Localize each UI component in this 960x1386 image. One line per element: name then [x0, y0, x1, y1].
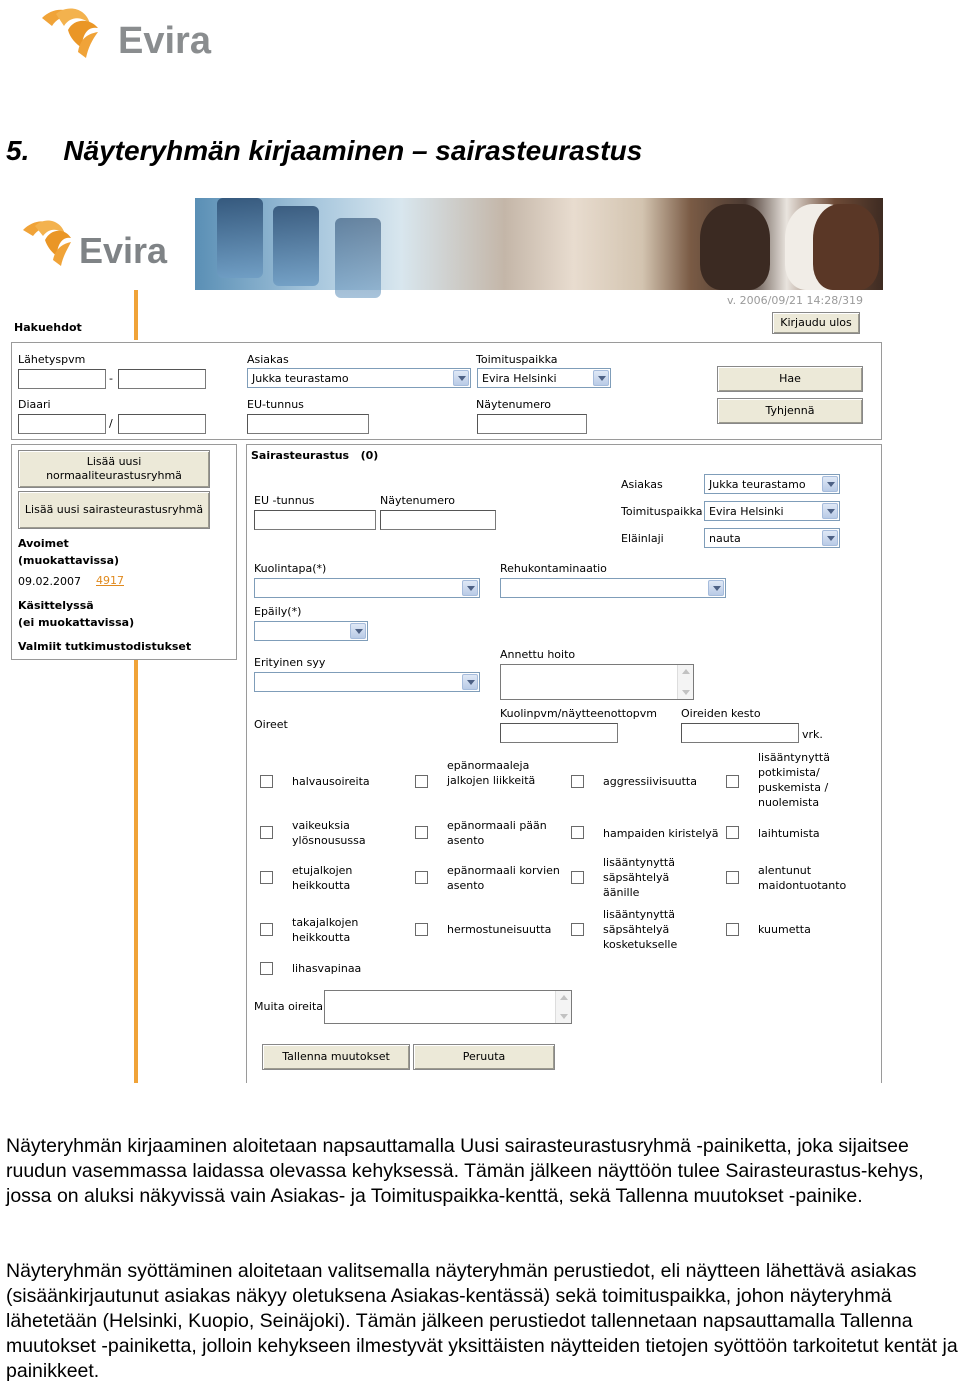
symptom-checkbox[interactable]: [260, 962, 273, 975]
symptom-label: lihasvapinaa: [292, 962, 362, 975]
form-customer-value: Jukka teurastamo: [709, 478, 806, 491]
symptom-checkbox[interactable]: [571, 775, 584, 788]
diary-number-input[interactable]: [18, 414, 106, 434]
chevron-down-icon: [462, 580, 478, 596]
death-date-label: Kuolinpvm/näytteenottopvm: [500, 707, 658, 720]
symptom-checkbox[interactable]: [571, 923, 584, 936]
site-label: Toimituspaikka: [476, 353, 558, 366]
form-species-select[interactable]: [704, 528, 840, 548]
cow-shape: [700, 204, 770, 290]
clear-button[interactable]: Tyhjennä: [717, 398, 863, 424]
processing-subtitle: (ei muokattavissa): [18, 616, 135, 629]
suspicion-label: Epäily(*): [254, 605, 302, 618]
symptom-checkbox[interactable]: [415, 826, 428, 839]
symptom-checkbox[interactable]: [571, 826, 584, 839]
paragraph: Näyteryhmän kirjaaminen aloitetaan napsauttamalla Uusi sairasteurastusryhmä -painiketta, joka sijaitsee ruudun vasemmassa laidassa olevassa kehyksessä. Tämän jälkeen näyttöön tulee Sairasteurastus-kehys, jossa on aluksi näkyvissä vain Asiakas- ja Toimituspaikka-kenttä, sekä Tallenna muutokset -painike.: [6, 1135, 924, 1207]
death-type-select[interactable]: [254, 578, 480, 598]
processing-title: Käsittelyssä: [18, 599, 94, 612]
evira-logo: [38, 4, 238, 64]
suspicion-select[interactable]: [254, 621, 368, 641]
chevron-down-icon: [822, 530, 838, 546]
cancel-button[interactable]: Peruuta: [413, 1044, 555, 1070]
symptom-label: etujalkojen heikkoutta: [292, 864, 353, 892]
search-button[interactable]: Hae: [717, 366, 863, 392]
symptom-label: epänormaali korvien asento: [447, 864, 560, 892]
customer-select[interactable]: [247, 368, 471, 388]
scrollbar[interactable]: [555, 991, 571, 1023]
symptom-checkbox[interactable]: [260, 871, 273, 884]
customer-label: Asiakas: [247, 353, 289, 366]
symptom-label: hermostuneisuutta: [447, 923, 552, 936]
days-unit: vrk.: [802, 728, 823, 741]
save-changes-button[interactable]: Tallenna muutokset: [262, 1044, 410, 1070]
chevron-down-icon: [708, 580, 724, 596]
evira-swoosh-icon: [21, 216, 85, 272]
form-species-value: nauta: [709, 532, 741, 545]
symptom-label: lisääntynyttä potkimista/ puskemista / nuolemista: [758, 751, 830, 809]
banner-photo: [195, 198, 883, 290]
cow-shape: [813, 204, 879, 290]
chevron-down-icon: [822, 503, 838, 519]
symptom-checkbox[interactable]: [726, 775, 739, 788]
symptom-duration-label: Oireiden kesto: [681, 707, 761, 720]
special-reason-label: Erityinen syy: [254, 656, 326, 669]
symptom-checkbox[interactable]: [260, 923, 273, 936]
orange-divider: [134, 660, 138, 1083]
death-date-input[interactable]: [500, 723, 618, 743]
app-screenshot: [7, 198, 883, 1083]
sample-number-input[interactable]: [477, 414, 587, 434]
symptom-checkbox[interactable]: [726, 826, 739, 839]
eu-id-input[interactable]: [247, 414, 369, 434]
symptom-checkbox[interactable]: [415, 871, 428, 884]
chevron-down-icon: [822, 476, 838, 492]
sent-date-to-input[interactable]: [118, 369, 206, 389]
symptom-checkbox[interactable]: [260, 775, 273, 788]
symptom-checkbox[interactable]: [415, 775, 428, 788]
treatment-label: Annettu hoito: [500, 648, 576, 661]
symptom-label: epänormaaleja jalkojen liikkeitä: [447, 759, 536, 787]
customer-value: Jukka teurastamo: [252, 372, 349, 385]
form-eu-id-input[interactable]: [254, 510, 376, 530]
open-title: Avoimet: [18, 537, 69, 550]
symptom-checkbox[interactable]: [571, 871, 584, 884]
logout-button[interactable]: Kirjaudu ulos: [772, 312, 860, 334]
open-item-date: 09.02.2007: [18, 575, 81, 588]
symptom-duration-input[interactable]: [681, 723, 799, 743]
paragraph: Näyteryhmän syöttäminen aloitetaan valitsemalla näyteryhmän perustiedot, eli näytteen lähettävä asiakas (sisäänkirjautunut asiakas näkyy oletuksena Asiakas-kentässä) sekä toimituspaikka, johon näyteryhmä lähetetään (Helsinki, Kuopio, Seinäjoki). Tämän jälkeen perustiedot tallennetaan napsauttamalla Tallenna muutokset -painiketta, jolloin kehykseen ilmestyvät yksittäisten näytteiden tietojen syöttöön tarkoitetut kentät ja painikkeet.: [6, 1260, 958, 1382]
chevron-down-icon: [462, 674, 478, 690]
diary-year-input[interactable]: [118, 414, 206, 434]
form-sample-number-label: Näytenumero: [380, 494, 455, 507]
symptom-checkbox[interactable]: [260, 826, 273, 839]
symptom-label: kuumetta: [758, 923, 811, 936]
symptom-label: vaikeuksia ylösnousussa: [292, 819, 366, 847]
special-reason-select[interactable]: [254, 672, 480, 692]
open-subtitle: (muokattavissa): [18, 554, 120, 567]
completed-certificates-link[interactable]: Valmiit tutkimustodistukset: [18, 640, 192, 653]
feed-contamination-label: Rehukontaminaatio: [500, 562, 607, 575]
criteria-title: Hakuehdot: [14, 321, 82, 334]
feed-contamination-select[interactable]: [500, 578, 726, 598]
version-text: v. 2006/09/21 14:28/319: [727, 294, 863, 307]
chevron-down-icon: [593, 370, 609, 386]
chevron-down-icon: [453, 370, 469, 386]
bottle-shape: [335, 218, 381, 298]
form-site-value: Evira Helsinki: [709, 505, 784, 518]
form-site-label: Toimituspaikka: [621, 505, 703, 518]
symptom-label: takajalkojen heikkoutta: [292, 916, 359, 944]
other-symptoms-label: Muita oireita: [254, 1000, 324, 1013]
form-species-label: Eläinlaji: [621, 532, 664, 545]
symptom-checkbox[interactable]: [415, 923, 428, 936]
sent-date-from-input[interactable]: [18, 369, 106, 389]
other-symptoms-textarea[interactable]: [324, 990, 572, 1024]
symptom-label: aggressiivisuutta: [603, 775, 697, 788]
section-heading: [6, 135, 642, 167]
add-sick-group-button[interactable]: Lisää uusi sairasteurastusryhmä: [18, 491, 210, 529]
diary-separator: /: [109, 417, 113, 430]
symptom-label: lisääntynyttä säpsähtelyä kosketukselle: [603, 908, 678, 951]
evira-wordmark: Evira: [118, 20, 211, 62]
evira-swoosh-icon: [38, 4, 118, 64]
scrollbar[interactable]: [677, 665, 693, 699]
form-eu-id-label: EU -tunnus: [254, 494, 315, 507]
date-separator: -: [109, 372, 113, 385]
add-normal-group-button[interactable]: Lisää uusi normaaliteurastusryhmä: [18, 450, 210, 488]
orange-divider: [134, 290, 138, 340]
form-customer-label: Asiakas: [621, 478, 663, 491]
form-title: Sairasteurastus (0): [251, 449, 379, 462]
death-type-label: Kuolintapa(*): [254, 562, 327, 575]
sample-number-label: Näytenumero: [476, 398, 551, 411]
symptom-label: hampaiden kiristelyä: [603, 827, 719, 840]
symptom-checkbox[interactable]: [726, 923, 739, 936]
app-logo: [21, 216, 196, 272]
symptom-label: epänormaali pään asento: [447, 819, 547, 847]
open-item-link[interactable]: 4917: [96, 574, 124, 587]
sent-date-label: Lähetyspvm: [18, 353, 86, 366]
site-value: Evira Helsinki: [482, 372, 557, 385]
form-customer-select[interactable]: [704, 474, 840, 494]
bottle-shape: [273, 206, 319, 286]
bottle-shape: [217, 198, 263, 278]
form-sample-number-input[interactable]: [380, 510, 496, 530]
symptom-label: alentunut maidontuotanto: [758, 864, 847, 892]
section-number: 5.: [6, 135, 30, 166]
site-select[interactable]: [477, 368, 611, 388]
eu-id-label: EU-tunnus: [247, 398, 304, 411]
symptoms-label: Oireet: [254, 718, 288, 731]
chevron-down-icon: [350, 623, 366, 639]
symptom-checkbox[interactable]: [726, 871, 739, 884]
app-banner: [7, 198, 883, 290]
diary-label: Diaari: [18, 398, 51, 411]
evira-wordmark: Evira: [79, 230, 168, 271]
symptom-label: lisääntynyttä säpsähtelyä äänille: [603, 856, 675, 899]
symptom-label: halvausoireita: [292, 775, 370, 788]
treatment-textarea[interactable]: [500, 664, 694, 700]
symptom-label: laihtumista: [758, 827, 820, 840]
section-title: Näyteryhmän kirjaaminen – sairasteurastus: [63, 135, 643, 166]
form-site-select[interactable]: [704, 501, 840, 521]
